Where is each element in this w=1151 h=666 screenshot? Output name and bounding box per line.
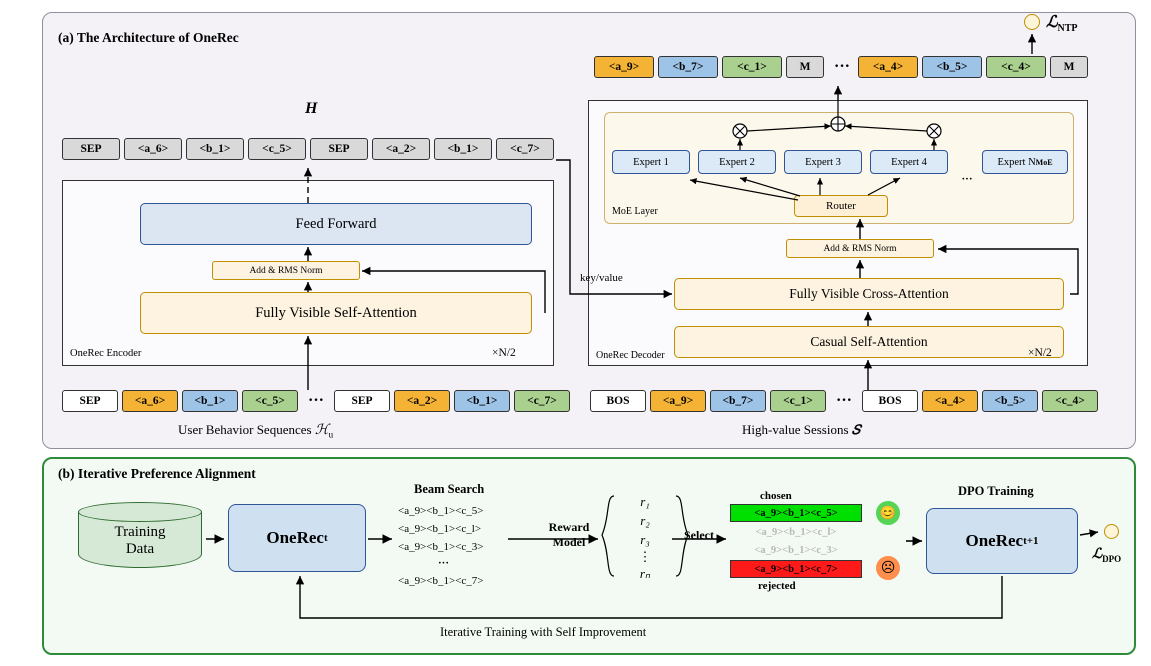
dpo-loss-label	[1092, 546, 1121, 564]
decoder-output-token: M	[1050, 56, 1088, 78]
onerec-t-label: OneRec	[266, 528, 324, 547]
decoder-output-ellipsis: ···	[833, 58, 850, 75]
decoder-input-token: BOS	[862, 390, 918, 412]
encoder-input-token: <a_6>	[122, 390, 178, 412]
frowny-icon: ☹	[876, 556, 900, 580]
encoder-input-token: <b_1>	[182, 390, 238, 412]
router-block: Router	[794, 195, 888, 217]
ntp-loss-node	[1024, 14, 1040, 30]
ranked-sequence-faded: <a_9><b_1><c_l>	[755, 526, 837, 538]
decoder-label: OneRec Decoder	[596, 350, 665, 361]
onerec-t-sub: t	[323, 532, 328, 544]
training-data-cylinder	[78, 502, 202, 576]
training-data-line1: Training	[114, 524, 166, 540]
decoder-repeat: ×N/2	[1028, 347, 1052, 359]
decoder-add-norm: Add & RMS Norm	[786, 239, 934, 258]
encoder-label: OneRec Encoder	[70, 348, 142, 359]
encoder-output-token: SEP	[62, 138, 120, 160]
ntp-loss-label	[1046, 12, 1078, 34]
decoder-input-token: <b_5>	[982, 390, 1038, 412]
decoder-output-token: <a_4>	[858, 56, 918, 78]
dpo-loss-symbol: ℒ	[1092, 547, 1103, 562]
dpo-training-label: DPO Training	[958, 484, 1034, 498]
expert-n-label: Expert N	[997, 156, 1036, 168]
decoder-output-token: <b_7>	[658, 56, 718, 78]
beam-candidate: <a_9><b_1><c_l>	[398, 523, 482, 535]
encoder-caption-text: User Behavior Sequences	[178, 422, 312, 437]
hidden-state-label: H	[305, 100, 318, 117]
decoder-caption-text: High-value Sessions	[742, 422, 849, 437]
beam-candidate: <a_9><b_1><c_3>	[398, 541, 484, 553]
beam-candidate-ellipsis: ···	[438, 557, 450, 569]
ranked-sequence-faded: <a_9><b_1><c_3>	[754, 544, 838, 556]
rejected-label: rejected	[758, 580, 796, 592]
onerec-t1-sub: t+1	[1023, 535, 1039, 547]
expert-2: Expert 2	[698, 150, 776, 174]
reward-ellipsis: ⋮	[638, 549, 652, 564]
reward-list	[622, 494, 668, 582]
reward-model-line1: Reward	[548, 520, 590, 534]
decoder-input-ellipsis: ···	[835, 392, 852, 409]
moe-layer-label: MoE Layer	[612, 206, 658, 217]
smiley-icon: 😊	[876, 501, 900, 525]
encoder-add-norm: Add & RMS Norm	[212, 261, 360, 280]
key-value-label: key/value	[580, 272, 623, 284]
decoder-input-token: <c_4>	[1042, 390, 1098, 412]
expert-ellipsis: ···	[961, 173, 973, 185]
encoder-input-token: SEP	[62, 390, 118, 412]
ranked-sequence-rejected: <a_9><b_1><c_7>	[730, 560, 862, 578]
onerec-t1-label: OneRec	[965, 531, 1024, 550]
expert-1: Expert 1	[612, 150, 690, 174]
decoder-input-token: <a_4>	[922, 390, 978, 412]
beam-candidate: <a_9><b_1><c_5>	[398, 505, 484, 517]
onerec-t1-model	[926, 508, 1078, 574]
select-label: Select	[684, 528, 714, 542]
decoder-input-token: <b_7>	[710, 390, 766, 412]
decoder-input-token: <c_1>	[770, 390, 826, 412]
training-data-line2: Data	[125, 541, 155, 557]
decoder-input-token: <a_9>	[650, 390, 706, 412]
decoder-input-token: BOS	[590, 390, 646, 412]
decoder-output-token: <a_9>	[594, 56, 654, 78]
encoder-output-token: <c_7>	[496, 138, 554, 160]
decoder-output-token: <c_1>	[722, 56, 782, 78]
encoder-repeat: ×N/2	[492, 347, 516, 359]
encoder-output-token: <c_5>	[248, 138, 306, 160]
expert-n-sub: MoE	[1035, 157, 1053, 167]
encoder-input-token: SEP	[334, 390, 390, 412]
encoder-input-token: <c_7>	[514, 390, 570, 412]
self-attention-block: Fully Visible Self-Attention	[140, 292, 532, 334]
encoder-output-token: <b_1>	[434, 138, 492, 160]
expert-4: Expert 4	[870, 150, 948, 174]
decoder-output-token: <b_5>	[922, 56, 982, 78]
expert-3: Expert 3	[784, 150, 862, 174]
encoder-output-token: <a_2>	[372, 138, 430, 160]
beam-search-label: Beam Search	[414, 482, 485, 496]
ranked-sequence-chosen: <a_9><b_1><c_5>	[730, 504, 862, 522]
encoder-output-token: SEP	[310, 138, 368, 160]
reward-value: r₂	[640, 513, 650, 528]
expert-n	[982, 150, 1068, 174]
feed-forward-block: Feed Forward	[140, 203, 532, 245]
ntp-loss-sub: NTP	[1057, 23, 1078, 35]
ntp-loss-symbol: ℒ	[1046, 14, 1058, 31]
beam-candidate: <a_9><b_1><c_7>	[398, 575, 484, 587]
reward-model-line2: Model	[552, 535, 586, 549]
reward-value: rₙ	[639, 566, 651, 581]
decoder-output-token: M	[786, 56, 824, 78]
reward-value: r₃	[640, 532, 650, 547]
encoder-input-token: <b_1>	[454, 390, 510, 412]
encoder-caption	[178, 422, 333, 440]
encoder-caption-symbol: ℋ	[314, 423, 329, 438]
cross-attention-block: Fully Visible Cross-Attention	[674, 278, 1064, 310]
dpo-loss-node	[1104, 524, 1119, 539]
iterative-footer: Iterative Training with Self Improvement	[440, 625, 647, 639]
decoder-output-token: <c_4>	[986, 56, 1046, 78]
decoder-caption	[742, 422, 860, 438]
decoder-caption-symbol: 𝑆	[851, 422, 861, 437]
encoder-caption-sub: u	[328, 429, 334, 440]
panel-a-title: (a) The Architecture of OneRec	[58, 30, 239, 45]
reward-value: r₁	[640, 494, 650, 509]
encoder-output-token: <b_1>	[186, 138, 244, 160]
causal-attention-block: Casual Self-Attention	[674, 326, 1064, 358]
onerec-t-model	[228, 504, 366, 572]
dpo-loss-sub: DPO	[1102, 553, 1122, 564]
panel-b-title: (b) Iterative Preference Alignment	[58, 466, 256, 481]
encoder-output-token: <a_6>	[124, 138, 182, 160]
reward-model-label	[540, 518, 598, 552]
chosen-label: chosen	[760, 490, 792, 502]
encoder-input-ellipsis: ···	[307, 392, 324, 409]
encoder-input-token: <a_2>	[394, 390, 450, 412]
encoder-input-token: <c_5>	[242, 390, 298, 412]
